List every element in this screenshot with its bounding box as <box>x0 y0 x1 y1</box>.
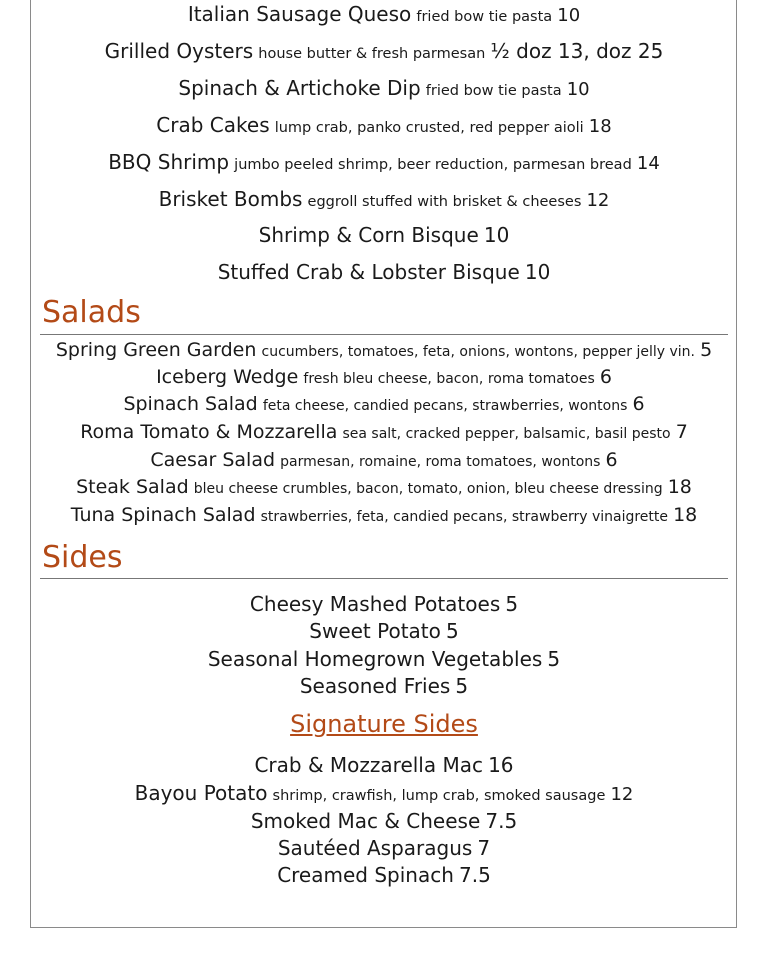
menu-item: Bayou Potato shrimp, crawfish, lump crab, smoked sausage 12 <box>134 781 634 805</box>
menu-item: Tuna Spinach Salad strawberries, feta, candied pecans, strawberry vinaigrette 18 <box>70 504 698 526</box>
menu-item: Iceberg Wedge fresh bleu cheese, bacon, roma tomatoes 6 <box>156 366 612 388</box>
menu-item: Caesar Salad parmesan, romaine, roma tomatoes, wontons 6 <box>150 449 618 471</box>
menu-item: Sautéed Asparagus 7 <box>277 836 491 860</box>
menu-item: Italian Sausage Queso fried bow tie pasta 10 <box>187 2 581 26</box>
menu-item: Seasonal Homegrown Vegetables 5 <box>207 647 561 671</box>
salad-list <box>40 338 728 530</box>
menu-item: Sweet Potato 5 <box>309 619 459 643</box>
section-divider <box>40 578 728 579</box>
menu-item: Brisket Bombs eggroll stuffed with brisket & cheeses 12 <box>158 187 610 211</box>
menu-item: Seasoned Fries 5 <box>299 674 469 698</box>
menu-item: Cheesy Mashed Potatoes 5 <box>249 592 519 616</box>
menu-item: BBQ Shrimp jumbo peeled shrimp, beer reduction, parmesan bread 14 <box>108 150 660 174</box>
menu-item: Spinach Salad feta cheese, candied pecans, strawberries, wontons 6 <box>123 393 645 415</box>
sides-list <box>40 590 728 705</box>
menu-item: Grilled Oysters house butter & fresh parmesan ½ doz 13, doz 25 <box>104 39 664 63</box>
appetizer-list <box>40 0 728 290</box>
section-divider <box>40 334 728 335</box>
menu-item: Stuffed Crab & Lobster Bisque 10 <box>217 260 551 284</box>
menu-item: Spring Green Garden cucumbers, tomatoes, feta, onions, wontons, pepper jelly vin. 5 <box>55 339 713 361</box>
menu-item: Creamed Spinach 7.5 <box>277 863 491 887</box>
menu-item: Spinach & Artichoke Dip fried bow tie pasta 10 <box>178 76 590 100</box>
subsection-title-signature-sides: Signature Sides <box>290 710 478 738</box>
signature-sides-list <box>40 752 728 892</box>
menu-item: Crab Cakes lump crab, panko crusted, red pepper aioli 18 <box>156 113 612 137</box>
menu-item: Steak Salad bleu cheese crumbles, bacon, tomato, onion, bleu cheese dressing 18 <box>76 476 692 498</box>
menu-item: Roma Tomato & Mozzarella sea salt, cracked pepper, balsamic, basil pesto 7 <box>80 421 688 443</box>
section-title-sides: Sides <box>42 540 123 575</box>
menu-item: Smoked Mac & Cheese 7.5 <box>250 809 518 833</box>
section-title-salads: Salads <box>42 295 141 330</box>
menu-item: Shrimp & Corn Bisque 10 <box>258 223 510 247</box>
menu-item: Crab & Mozzarella Mac 16 <box>254 753 514 777</box>
